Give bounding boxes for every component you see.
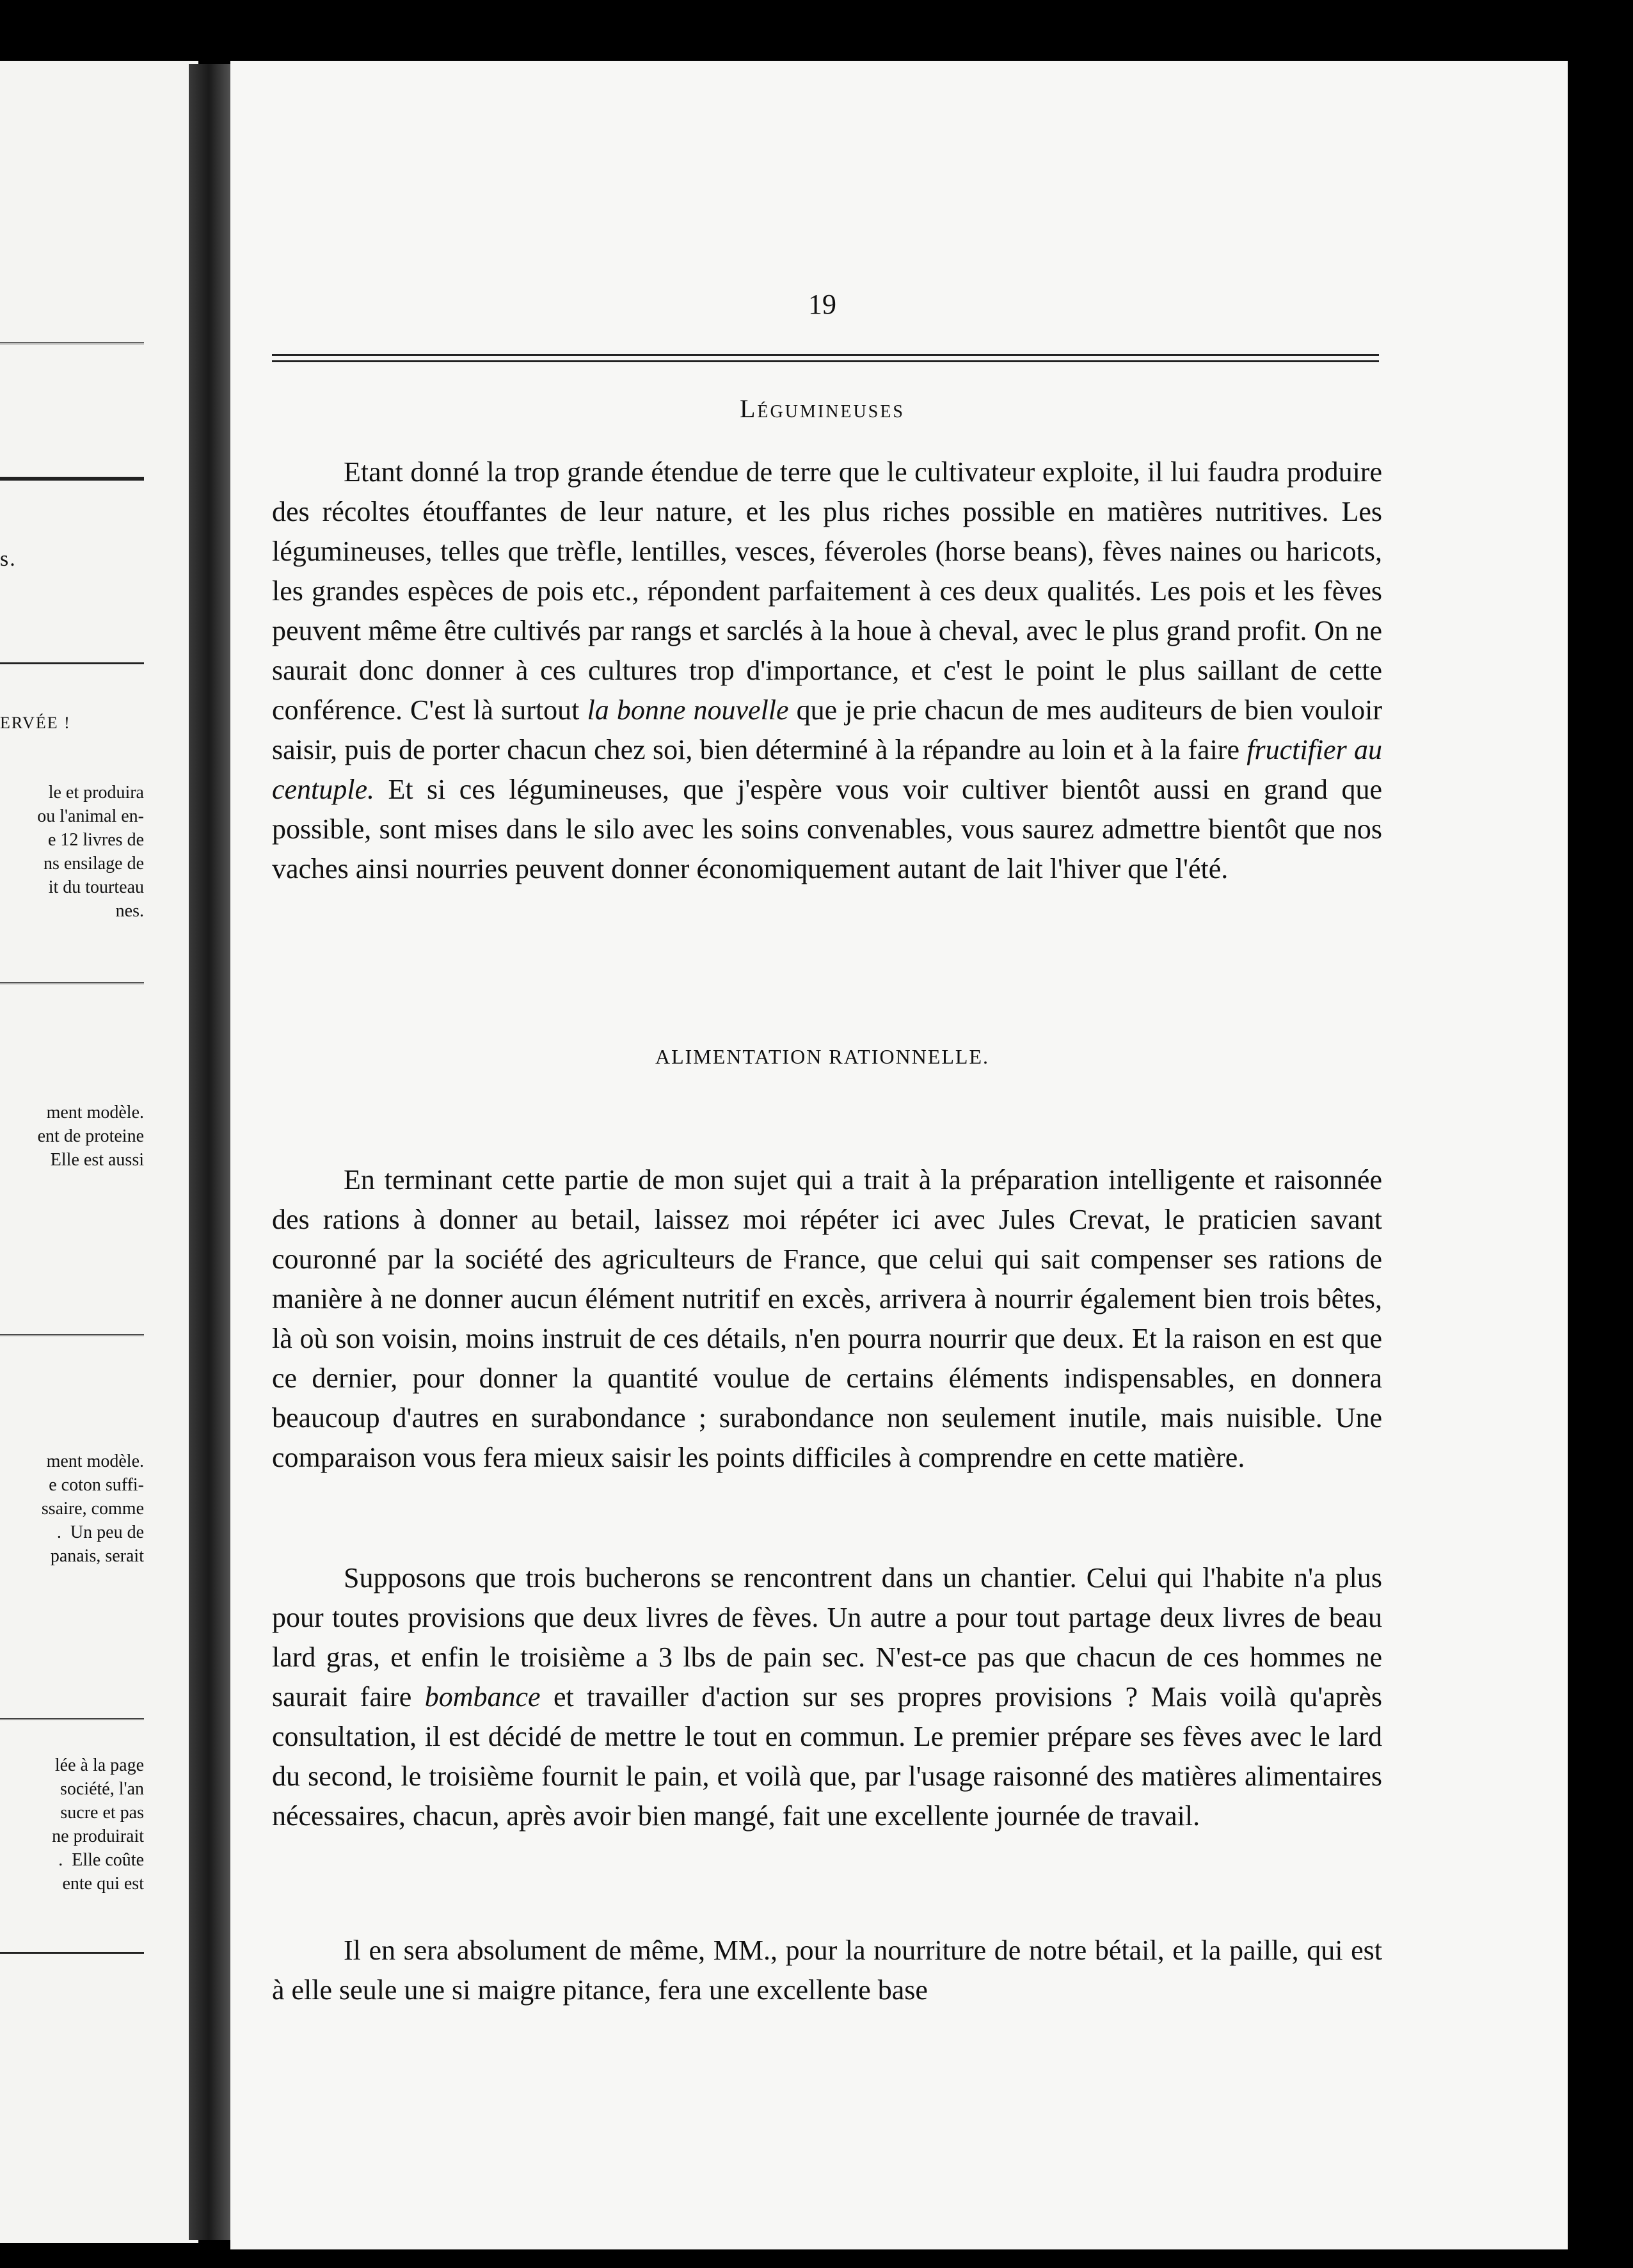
left-text-block: lée à la page société, l'an sucre et pas ne produirait . Elle coûte ente qui est xyxy=(52,1755,144,1894)
left-rule xyxy=(0,662,144,664)
section-title: Légumineuses xyxy=(740,394,905,423)
main-page xyxy=(230,61,1568,2249)
paragraph: En terminant cette partie de mon sujet qui a trait à la préparation intelligente et raisonnée des rations à donner au betail, laissez moi répéter ici avec Jules Crevat, le praticien savant couronné par la société des agriculteurs de France, que celui qui sait compenser ses rations de manière à ne donner aucun élément nutritif en excès, arrivera à nourrir également bien trois bêtes, là où son voisin, moins instruit de ces détails, n'en pourra nourrir que deux. Et la raison en est que ce dernier, pour donner la quantité voulue de certains éléments indispensables, en donnera beaucoup d'autres en surabondance ; surabondance non seulement inutile, mais nuisible. Une comparaison vous fera mieux saisir les points difficiles à comprendre en cette matière. xyxy=(272,1164,1382,1473)
header-double-rule xyxy=(272,354,1379,362)
italic-text: la bonne nouvelle xyxy=(587,694,789,726)
left-rule xyxy=(0,1952,144,1954)
text-run: Etant donné la trop grande étendue de terre que le cultivateur exploite, il lui faudra produire des récoltes étouffantes de leur nature, et les plus riches possible en matières nutritives. Les légumineuses, telles que trèfle, lentilles, vesces, féveroles (horse beans), fèves naines ou haricots, les grandes espèces de pois etc., répondent parfaitement à ces deux qualités. Les pois et les fèves peuvent même être cultivés par rangs et sarclés à la houe à cheval, avec le plus grand profit. On ne saurait donc donner à ces cultures trop d'importance, et c'est le point le plus saillant de cette conférence. C'est là surtout xyxy=(272,456,1382,726)
left-rule xyxy=(0,1718,144,1723)
left-text-block: ment modèle. e coton suffi- ssaire, comme . Un peu de panais, serait xyxy=(41,1451,144,1566)
text-run: Supposons que trois bucherons se rencontrent dans un chantier. Celui qui l'habite n'a plus pour toutes provisions que deux livres de fèves. Un autre a pour tout partage deux livres de beau lard gras, et enfin le troisième a 3 lbs de pain sec. N'est-ce pas que chacun de ces hommes ne saurait faire xyxy=(272,1562,1382,1713)
paragraph xyxy=(272,1558,1382,1836)
paragraph xyxy=(272,452,1382,889)
text-run: et travailler d'action sur ses propres provisions ? Mais voilà qu'après consultation, il est décidé de mettre le tout en commun. Le premier prépare ses fèves avec le lard du second, le troisième fournit le pain, et voilà que, par l'usage raisonné des matières alimentaires nécessaires, chacun, après avoir bien mangé, fait une excellente journée de travail. xyxy=(272,1681,1383,1832)
text-run: que je prie chacun de mes auditeurs de bien vouloir saisir, puis de porter chacun chez soi, bien déterminé à la répandre au loin et à la faire xyxy=(272,694,1382,765)
left-page-fragment xyxy=(0,61,198,2243)
left-rule xyxy=(0,342,144,347)
left-heading: s. xyxy=(0,547,17,571)
left-text-block: ment modèle. ent de proteine Elle est aussi xyxy=(37,1103,144,1170)
left-rule xyxy=(0,1334,144,1339)
text-run: Et si ces légumineuses, que j'espère vous voir cultiver bientôt aussi en grand que possible, sont mises dans le silo avec les soins convenables, vous saurez admettre bientôt que nos vaches ainsi nourries peuvent donner économiquement autant de lait l'hiver que l'été. xyxy=(272,774,1383,884)
paragraph: Il en sera absolument de même, MM., pour la nourriture de notre bétail, et la paille, qui est à elle seule une si maigre pitance, fera une excellente base xyxy=(272,1935,1382,2006)
italic-text: bombance xyxy=(424,1681,541,1713)
book-gutter xyxy=(189,64,234,2240)
italic-text: fructifier au centuple. xyxy=(272,734,1383,805)
subsection-title: ALIMENTATION RATIONNELLE. xyxy=(655,1045,989,1068)
left-heading: ERVÉE ! xyxy=(0,714,71,732)
page-number: 19 xyxy=(808,289,836,320)
left-rule xyxy=(0,477,144,481)
left-text-block: le et produira ou l'animal en- e 12 livres de ns ensilage de it du tourteau nes. xyxy=(37,783,144,921)
left-rule xyxy=(0,982,144,987)
